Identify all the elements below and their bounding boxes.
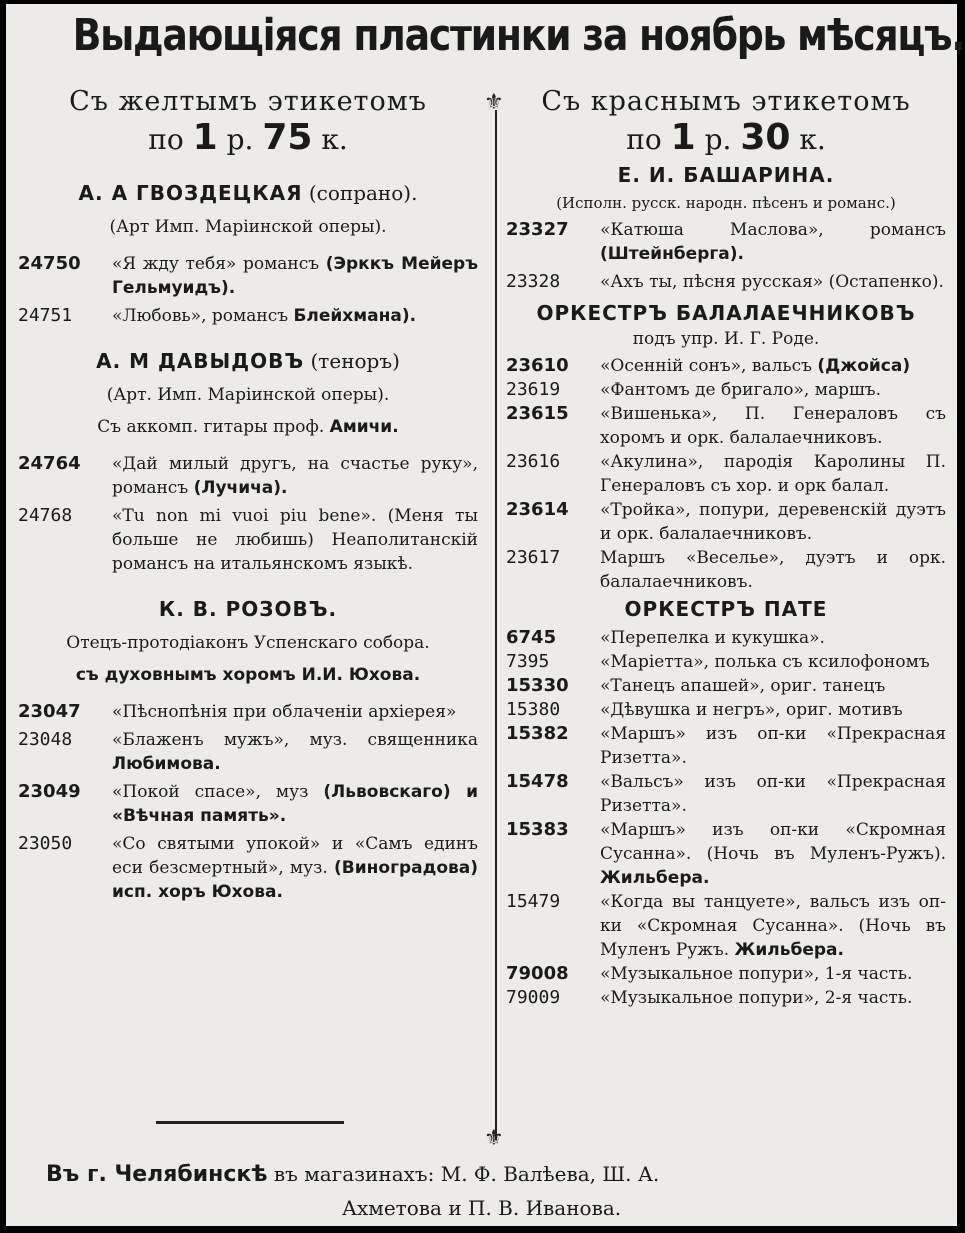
artist-note-choir: съ духовнымъ хоромъ И.И. Юхова. [75,665,421,685]
record-entry: 15383 «Маршъ» изъ оп-ки «Скромная Сусанна». (Ночь въ Муленъ-Ружъ). Жильбера. [506,819,946,888]
artist-note-accompaniment: Съ аккомп. гитары проф. Амичи. [97,417,399,437]
record-entry: 79009 «Музыкальное попури», 2-я часть. [506,987,913,1008]
headline: Выдающіяся пластинки за ноябрь мѣсяцъ. [72,10,965,61]
artist-note: подъ упр. И. Г. Роде. [632,329,820,349]
record-entry: 23617 Маршъ «Веселье», дуэтъ и орк. балалаечниковъ. [506,547,946,592]
lily-ornament-top-icon: ⚜ [484,90,504,115]
artist-name: ОРКЕСТРЪ БАЛАЛАЕЧНИКОВЪ [536,301,916,325]
artist-note: (Арт. Имп. Маріинской оперы). [106,385,390,405]
record-entry: 24764 «Дай милый другъ, на счастье руку», романсъ (Лучича). [18,453,478,498]
yellow-label-price: по 1 р. 75 к. [148,117,348,158]
advertisement-page [6,4,965,1226]
record-entry: 15382 «Маршъ» изъ оп-ки «Прекрасная Ризетта». [506,723,946,768]
artist-name: А. М ДАВЫДОВЪ (теноръ) [96,349,400,373]
record-entry: 23327 «Катюша Маслова», романсъ (Штейнберга). [506,219,946,264]
artist-name: ОРКЕСТРЪ ПАТЕ [624,597,828,621]
record-entry: 23616 «Акулина», пародія Каролины П. Генераловъ съ хор. и орк балал. [506,451,946,496]
record-entry: 23048 «Блаженъ мужъ», муз. священника Любимова. [18,729,478,774]
record-entry: 79008 «Музыкальное попури», 1-я часть. [506,963,913,984]
footer-shops-line: Ахметова и П. В. Иванова. [341,1196,622,1220]
record-entry: 23050 «Со святыми упокой» и «Самъ единъ еси безсмертный», муз. (Виноградова) исп. хоръ Юхова. [18,833,479,902]
record-entry: 24750 «Я жду тебя» романсъ (Эрккъ Мейеръ Гельмуидъ). [18,253,478,298]
record-entry: 23610 «Осенній сонъ», вальсъ (Джойса) [506,355,911,376]
artist-note: Отецъ-протодіаконъ Успенскаго собора. [66,633,430,653]
red-label-heading: Съ краснымъ этикетомъ [541,86,911,117]
record-entry: 23614 «Тройка», попури, деревенскій дуэтъ и орк. балалаечниковъ. [506,499,946,544]
record-entry: 24768 «Tu non mi vuoi piu bene». (Меня ты больше не любишь) Неаполитанскій романсъ на итальянскомъ языкѣ. [18,505,478,574]
record-entry: 23049 «Покой спасе», муз (Львовскаго) и «Вѣчная память». [18,781,478,826]
right-column [506,86,946,1010]
artist-note: (Исполн. русск. народн. пѣсенъ и романс.) [556,194,896,212]
column-divider [495,110,497,1140]
record-entry: 15478 «Вальсъ» изъ оп-ки «Прекрасная Ризетта». [506,771,946,816]
record-entry: 15479 «Когда вы танцуете», вальсъ изъ оп-ки «Скромная Сусанна». (Ночь въ Муленъ Ружъ. Жильбера. [506,891,946,960]
red-label-price: по 1 р. 30 к. [626,117,826,158]
yellow-label-heading: Съ желтымъ этикетомъ [69,86,427,117]
record-entry: 23619 «Фантомъ де бригало», маршъ. [506,379,881,400]
record-entry: 7395 «Маріетта», полька съ ксилофономъ [506,651,930,672]
record-entry: 23047 «Пѣснопѣнія при облаченіи архіерея» [18,701,457,722]
artist-name: К. В. РОЗОВЪ. [158,597,338,621]
footer-rule [156,1121,344,1124]
record-entry: 23328 «Ахъ ты, пѣсня русская» (Остапенко). [506,271,944,292]
record-entry: 6745 «Перепелка и кукушка». [506,627,825,648]
artist-name: Е. И. БАШАРИНА. [617,163,835,187]
artist-note: (Арт Имп. Маріинской оперы). [109,217,387,237]
lily-ornament-bottom-icon: ⚜ [484,1126,504,1151]
footer-city-line: Въ г. Челябинскѣ въ магазинахъ: М. Ф. Валѣева, Ш. А. [46,1162,660,1187]
left-column [18,86,478,904]
record-entry: 15380 «Дѣвушка и негръ», ориг. мотивъ [506,699,903,720]
record-entry: 24751 «Любовь», романсъ Блейхмана). [18,305,417,326]
record-entry: 15330 «Танецъ апашей», ориг. танецъ [506,675,886,696]
artist-name: А. А ГВОЗДЕЦКАЯ (сопрано). [78,181,418,205]
record-entry: 23615 «Вишенька», П. Генераловъ съ хоромъ и орк. балалаечниковъ. [506,403,946,448]
